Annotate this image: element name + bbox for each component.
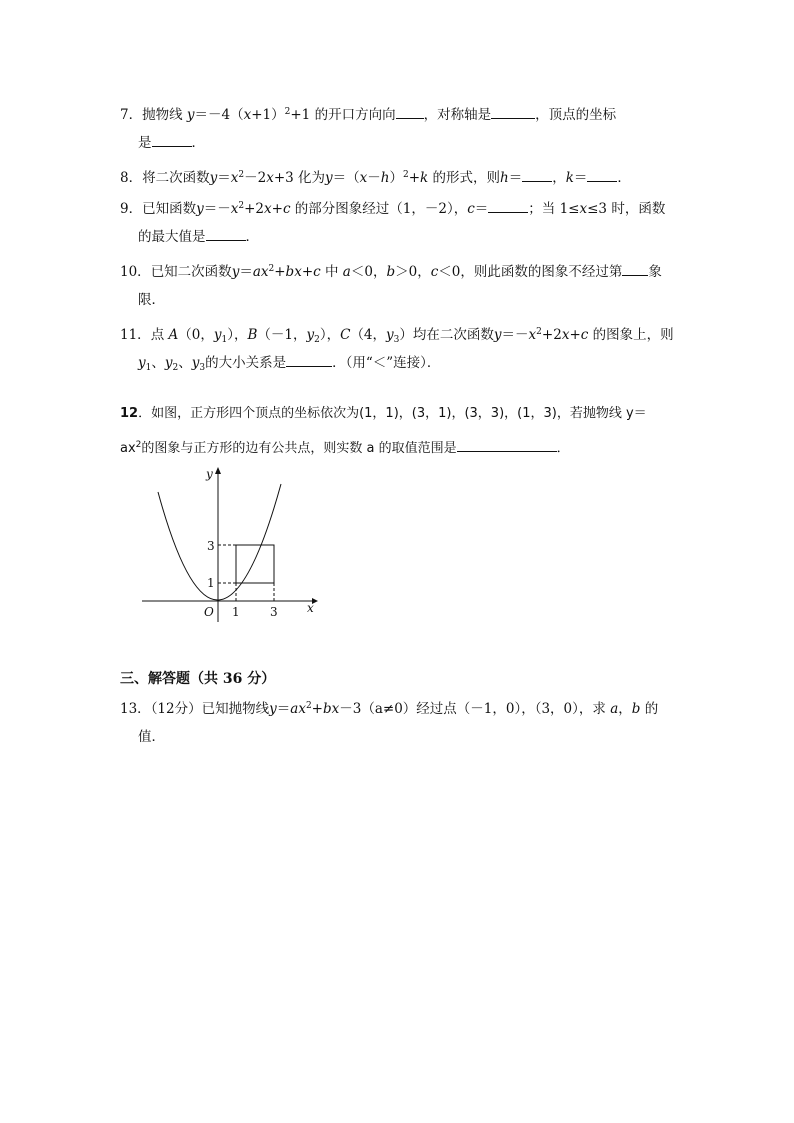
y-axis-arrow-icon — [215, 467, 221, 474]
question-11-line-2: $y_1$、$y_2$、$y_3$的大小关系是 ．（用“＜”连接）． — [138, 355, 441, 373]
tick-label-y-3: 3 — [207, 539, 215, 553]
question-10-line-1: 10．已知二次函数$y=ax^2+bx+c$ 中 a＜0，b＞0，c＜0，则此函数的图象不经过第 象 — [120, 264, 662, 280]
question-7-line-1: 7．抛物线 $y=-4(x+1)^2+1$ 的开口方向向 ，对称轴是 ，顶点的坐标 — [120, 107, 617, 123]
parabola-square-figure — [140, 462, 330, 622]
question-9-line-2: 的最大值是 ． — [138, 229, 259, 245]
answer-blank[interactable] — [286, 354, 332, 367]
question-12-line-2: $ax^2$的图象与正方形的边有公共点，则实数 a 的取值范围是 ． — [120, 440, 570, 456]
question-9-line-1: 9．已知函数$y=-x^2+2x+c$ 的部分图象经过（1，－2），c＝ ；当 1≤x≤3 时，函数 — [120, 201, 666, 217]
question-7-line-2: 是 ． — [138, 135, 205, 151]
question-13-line-2: 值． — [138, 729, 165, 745]
answer-blank[interactable] — [457, 439, 557, 452]
answer-blank[interactable] — [522, 169, 552, 182]
answer-blank[interactable] — [587, 169, 617, 182]
origin-label: O — [204, 605, 214, 619]
x-axis-label: x — [307, 601, 314, 615]
question-10-line-2: 限． — [138, 292, 165, 308]
tick-label-x-3: 3 — [270, 605, 278, 619]
answer-blank[interactable] — [396, 106, 424, 119]
question-13-line-1: 13．（12分）已知抛物线$y=ax^2+bx-3(a\ne 0)$经过点（－1，0），（3，0），求 a，b 的 — [120, 701, 659, 717]
y-axis-label: y — [206, 467, 213, 481]
square — [236, 545, 274, 583]
answer-blank[interactable] — [491, 106, 535, 119]
tick-label-y-1: 1 — [207, 576, 215, 590]
answer-blank[interactable] — [622, 263, 648, 276]
question-8: 8．将二次函数$y=x^2-2x+3$ 化为$y=(x-h)^2+k$ 的形式，则h＝ ，k＝ ． — [120, 170, 631, 186]
answer-blank[interactable] — [206, 228, 246, 241]
answer-blank[interactable] — [152, 134, 192, 147]
section-3-title: 三、解答题（共 36 分） — [120, 671, 276, 687]
question-12-line-1: 12．如图，正方形四个顶点的坐标依次为(1，1)，(3，1)，(3，3)，(1，3)，若抛物线 y＝ — [120, 406, 647, 421]
tick-label-x-1: 1 — [232, 605, 240, 619]
answer-blank[interactable] — [488, 200, 528, 213]
question-11-line-1: 11．点 A（0，$y_1$），B（－1，$y_2$），C（4，$y_3$）均在二次函数$y=-x^2+2x+c$ 的图象上，则 — [120, 327, 674, 345]
